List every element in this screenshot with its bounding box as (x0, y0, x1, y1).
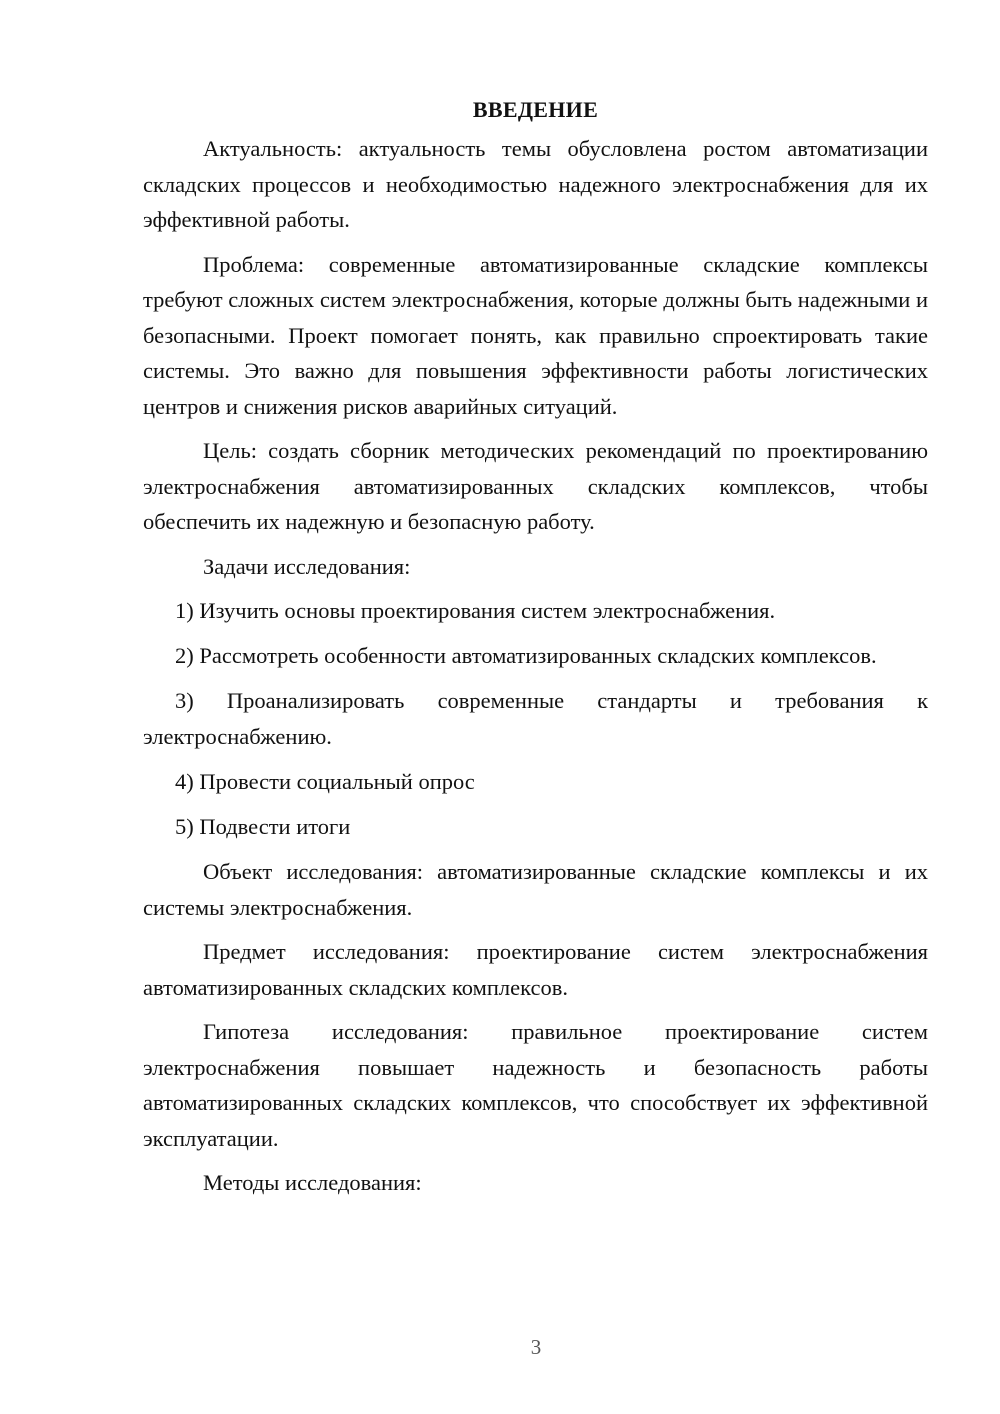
task-item: 5) Подвести итоги (175, 814, 351, 839)
hypothesis-paragraph: Гипотеза исследования: правильное проектирование систем электроснабжения повышает надежность и безопасность работы автоматизированных складских комплексов, что способствует их эффективной эксплуатации. (143, 1019, 928, 1151)
object-paragraph: Объект исследования: автоматизированные складские комплексы и их системы электроснабжения. (143, 859, 928, 920)
section-title: ВВЕДЕНИЕ (472, 97, 599, 122)
problem-paragraph: Проблема: современные автоматизированные складские комплексы требуют сложных систем электроснабжения, которые должны быть надежными и безопасными. Проект помогает понять, как правильно спроектировать такие системы. Это важно для повышения эффективности работы логистических центров и снижения рисков аварийных ситуаций. (143, 251, 928, 419)
relevance-paragraph: Актуальность: актуальность темы обусловлена ростом автоматизации складских процессов и необходимостью надежного электроснабжения для их эффективной работы. (143, 136, 928, 232)
task-item: 3) Проанализировать современные стандарты и требования к электроснабжению. (143, 688, 928, 749)
page-number: 3 (530, 1335, 542, 1359)
subject-paragraph: Предмет исследования: проектирование систем электроснабжения автоматизированных складских комплексов. (143, 939, 928, 1000)
methods-heading: Методы исследования: (203, 1170, 422, 1195)
document-page (143, 95, 928, 1211)
task-item: 1) Изучить основы проектирования систем электроснабжения. (175, 598, 776, 623)
goal-paragraph: Цель: создать сборник методических рекомендаций по проектированию электроснабжения автоматизированных складских комплексов, чтобы обеспечить их надежную и безопасную работу. (143, 438, 928, 534)
tasks-heading: Задачи исследования: (203, 553, 411, 579)
task-item: 4) Провести социальный опрос (175, 769, 475, 794)
task-item: 2) Рассмотреть особенности автоматизированных складских комплексов. (175, 643, 877, 668)
